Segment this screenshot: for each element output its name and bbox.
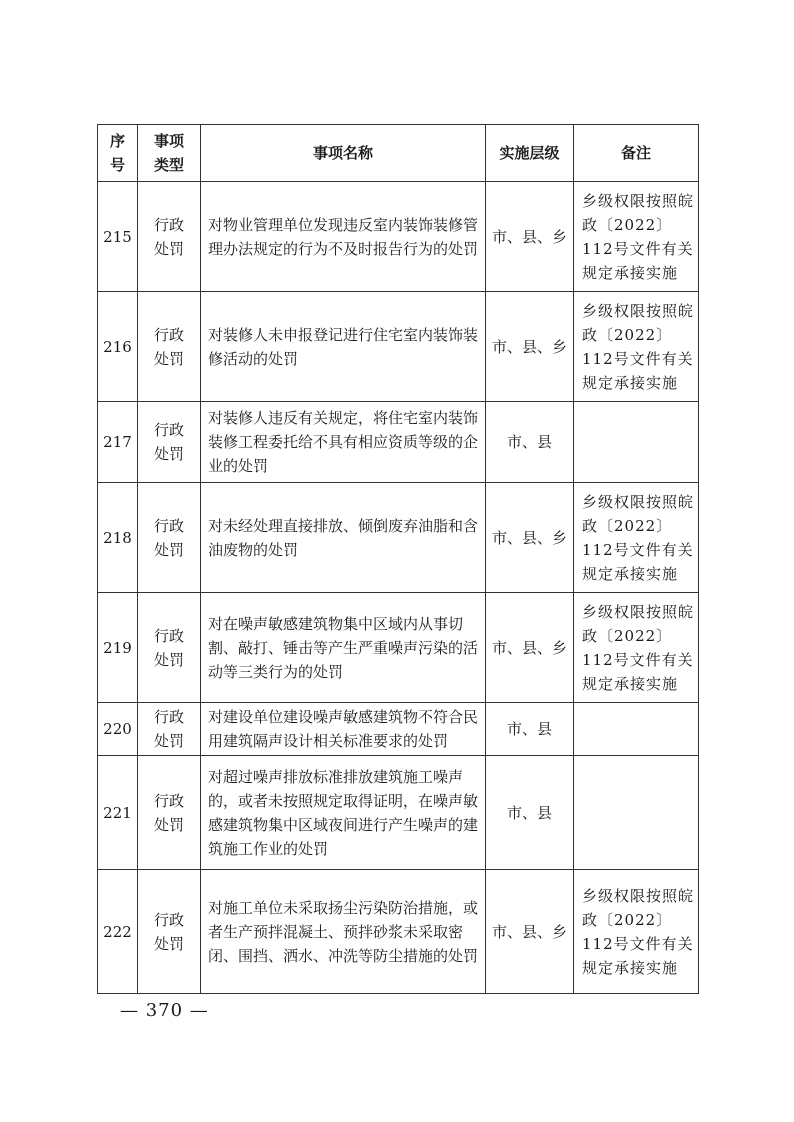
table-row <box>98 292 699 402</box>
header-level: 实施层级 <box>486 125 574 182</box>
row-seq: 217 <box>98 402 138 483</box>
row-name: 对超过噪声排放标准排放建筑施工噪声的，或者未按照规定取得证明，在噪声敏感建筑物集中区域夜间进行产生噪声的建筑施工作业的处罚 <box>201 756 486 870</box>
table-row <box>98 756 699 870</box>
row-seq: 222 <box>98 870 138 994</box>
row-seq: 216 <box>98 292 138 402</box>
row-seq: 220 <box>98 703 138 756</box>
row-level: 市、县、乡 <box>486 292 574 402</box>
row-note: 乡级权限按照皖政〔2022〕112号文件有关规定承接实施 <box>574 593 699 703</box>
row-type: 行政处罚 <box>138 593 201 703</box>
row-seq: 218 <box>98 483 138 593</box>
row-note <box>574 402 699 483</box>
row-name: 对装修人违反有关规定，将住宅室内装饰装修工程委托给不具有相应资质等级的企业的处罚 <box>201 402 486 483</box>
row-name: 对未经处理直接排放、倾倒废弃油脂和含油废物的处罚 <box>201 483 486 593</box>
row-seq: 219 <box>98 593 138 703</box>
table-row <box>98 483 699 593</box>
row-note: 乡级权限按照皖政〔2022〕112号文件有关规定承接实施 <box>574 292 699 402</box>
header-seq: 序号 <box>98 125 138 182</box>
row-note <box>574 703 699 756</box>
row-level: 市、县 <box>486 703 574 756</box>
row-level: 市、县 <box>486 756 574 870</box>
row-name: 对建设单位建设噪声敏感建筑物不符合民用建筑隔声设计相关标准要求的处罚 <box>201 703 486 756</box>
row-type: 行政处罚 <box>138 292 201 402</box>
row-note <box>574 756 699 870</box>
row-name: 对装修人未申报登记进行住宅室内装饰装修活动的处罚 <box>201 292 486 402</box>
row-type: 行政处罚 <box>138 182 201 292</box>
table-row <box>98 870 699 994</box>
row-level: 市、县、乡 <box>486 483 574 593</box>
page-number: — 370 — <box>120 1000 209 1021</box>
row-level: 市、县、乡 <box>486 870 574 994</box>
header-row <box>98 125 699 182</box>
row-name: 对施工单位未采取扬尘污染防治措施，或者生产预拌混凝土、预拌砂浆未采取密闭、围挡、洒水、冲洗等防尘措施的处罚 <box>201 870 486 994</box>
header-type: 事项类型 <box>138 125 201 182</box>
table-body <box>98 182 699 994</box>
table-row <box>98 182 699 292</box>
row-level: 市、县 <box>486 402 574 483</box>
row-type: 行政处罚 <box>138 402 201 483</box>
row-name: 对在噪声敏感建筑物集中区域内从事切割、敲打、锤击等产生严重噪声污染的活动等三类行为的处罚 <box>201 593 486 703</box>
header-note: 备注 <box>574 125 699 182</box>
row-type: 行政处罚 <box>138 703 201 756</box>
row-type: 行政处罚 <box>138 870 201 994</box>
row-note: 乡级权限按照皖政〔2022〕112号文件有关规定承接实施 <box>574 182 699 292</box>
row-seq: 221 <box>98 756 138 870</box>
row-type: 行政处罚 <box>138 756 201 870</box>
table-row <box>98 402 699 483</box>
row-type: 行政处罚 <box>138 483 201 593</box>
header-name: 事项名称 <box>201 125 486 182</box>
table-row <box>98 703 699 756</box>
row-level: 市、县、乡 <box>486 182 574 292</box>
row-seq: 215 <box>98 182 138 292</box>
row-note: 乡级权限按照皖政〔2022〕112号文件有关规定承接实施 <box>574 870 699 994</box>
row-note: 乡级权限按照皖政〔2022〕112号文件有关规定承接实施 <box>574 483 699 593</box>
table-row <box>98 593 699 703</box>
row-name: 对物业管理单位发现违反室内装饰装修管理办法规定的行为不及时报告行为的处罚 <box>201 182 486 292</box>
items-table <box>97 124 699 994</box>
row-level: 市、县、乡 <box>486 593 574 703</box>
